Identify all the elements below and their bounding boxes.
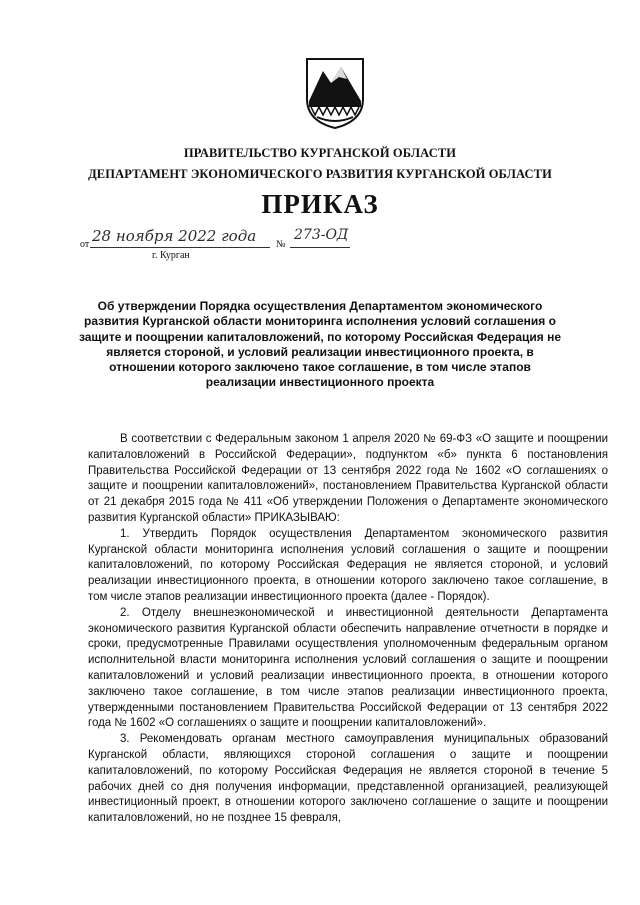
preamble-paragraph: В соответствии с Федеральным законом 1 апреля 2020 № 69-ФЗ «О защите и поощрении капиталовложений в Российской Федерации», подпунктом «б» пункта 6 постановления Правительства Российской Федерации от 13 сентября 2022 года № 1602 «О соглашениях о защите и поощрении капиталовложений», постановлением Правительства Курганской области от 21 декабря 2015 года № 411 «Об утверждении Положения о Департаменте экономического развития Курганской области» ПРИКАЗЫВАЮ: xyxy=(88,433,608,524)
coat-of-arms-icon xyxy=(303,55,367,130)
handwritten-number: 273-ОД xyxy=(294,227,349,243)
order-body xyxy=(88,432,608,827)
handwritten-date: 28 ноября 2022 года xyxy=(92,227,257,245)
government-name: ПРАВИТЕЛЬСТВО КУРГАНСКОЙ ОБЛАСТИ xyxy=(183,146,457,160)
item-3-paragraph: 3. Рекомендовать органам местного самоуправления муниципальных образований Курганской области, являющихся стороной соглашения о защите и поощрении капиталовложений, по которому Российская Федерация не является стороной в течение 5 рабочих дней со дня получения информации, представленной организацией, реализующей инвестиционный проект, в отношении которого заключено соглашение о защите и поощрении капиталовложений, но не позднее 15 февраля, xyxy=(88,733,608,825)
city-name: г. Курган xyxy=(152,250,190,261)
item-2-paragraph: 2. Отделу внешнеэкономической и инвестиционной деятельности Департамента экономического развития Курганской области обеспечить направление отчетности в порядке и сроки, предусмотренные Правилами осуществления уполномоченным федеральным органом исполнительной власти мониторинга исполнения условий соглашения о защите и поощрении капиталовложений и условий реализации инвестиционного проекта, в отношении которого заключено такое соглашение, в том числе этапов реализации инвестиционного проекта, утвержденными постановлением Правительства Российской Федерации от 13 сентября 2022 года № 1602 «О соглашениях о защите и поощрении капиталовложений». xyxy=(88,606,608,730)
department-name: ДЕПАРТАМЕНТ ЭКОНОМИЧЕСКОГО РАЗВИТИЯ КУРГАНСКОЙ ОБЛАСТИ xyxy=(88,167,552,181)
date-prefix: от xyxy=(80,239,90,250)
number-prefix: № xyxy=(276,239,286,250)
item-1-paragraph: 1. Утвердить Порядок осуществления Департаментом экономического развития Курганской области мониторинга исполнения условий соглашения о защите и поощрении капиталовложений, по которому Российская Федерация не является стороной, и условий реализации инвестиционного проекта, в отношении которого заключено такое соглашение, в том числе этапов реализации инвестиционного проекта (далее - Порядок). xyxy=(88,527,608,603)
document-type: ПРИКАЗ xyxy=(261,189,379,219)
order-subject: Об утверждении Порядка осуществления Департаментом экономического развития Курганской области мониторинга исполнения условий соглашения о защите и поощрении капиталовложений, по которому Российская Федерация не является стороной, и условий реализации инвестиционного проекта, в отношении которого заключено такое соглашение, в том числе этапов реализации инвестиционного проекта xyxy=(78,299,562,390)
number-underline xyxy=(290,247,350,248)
date-underline xyxy=(90,247,270,248)
document-requisites xyxy=(80,227,400,267)
